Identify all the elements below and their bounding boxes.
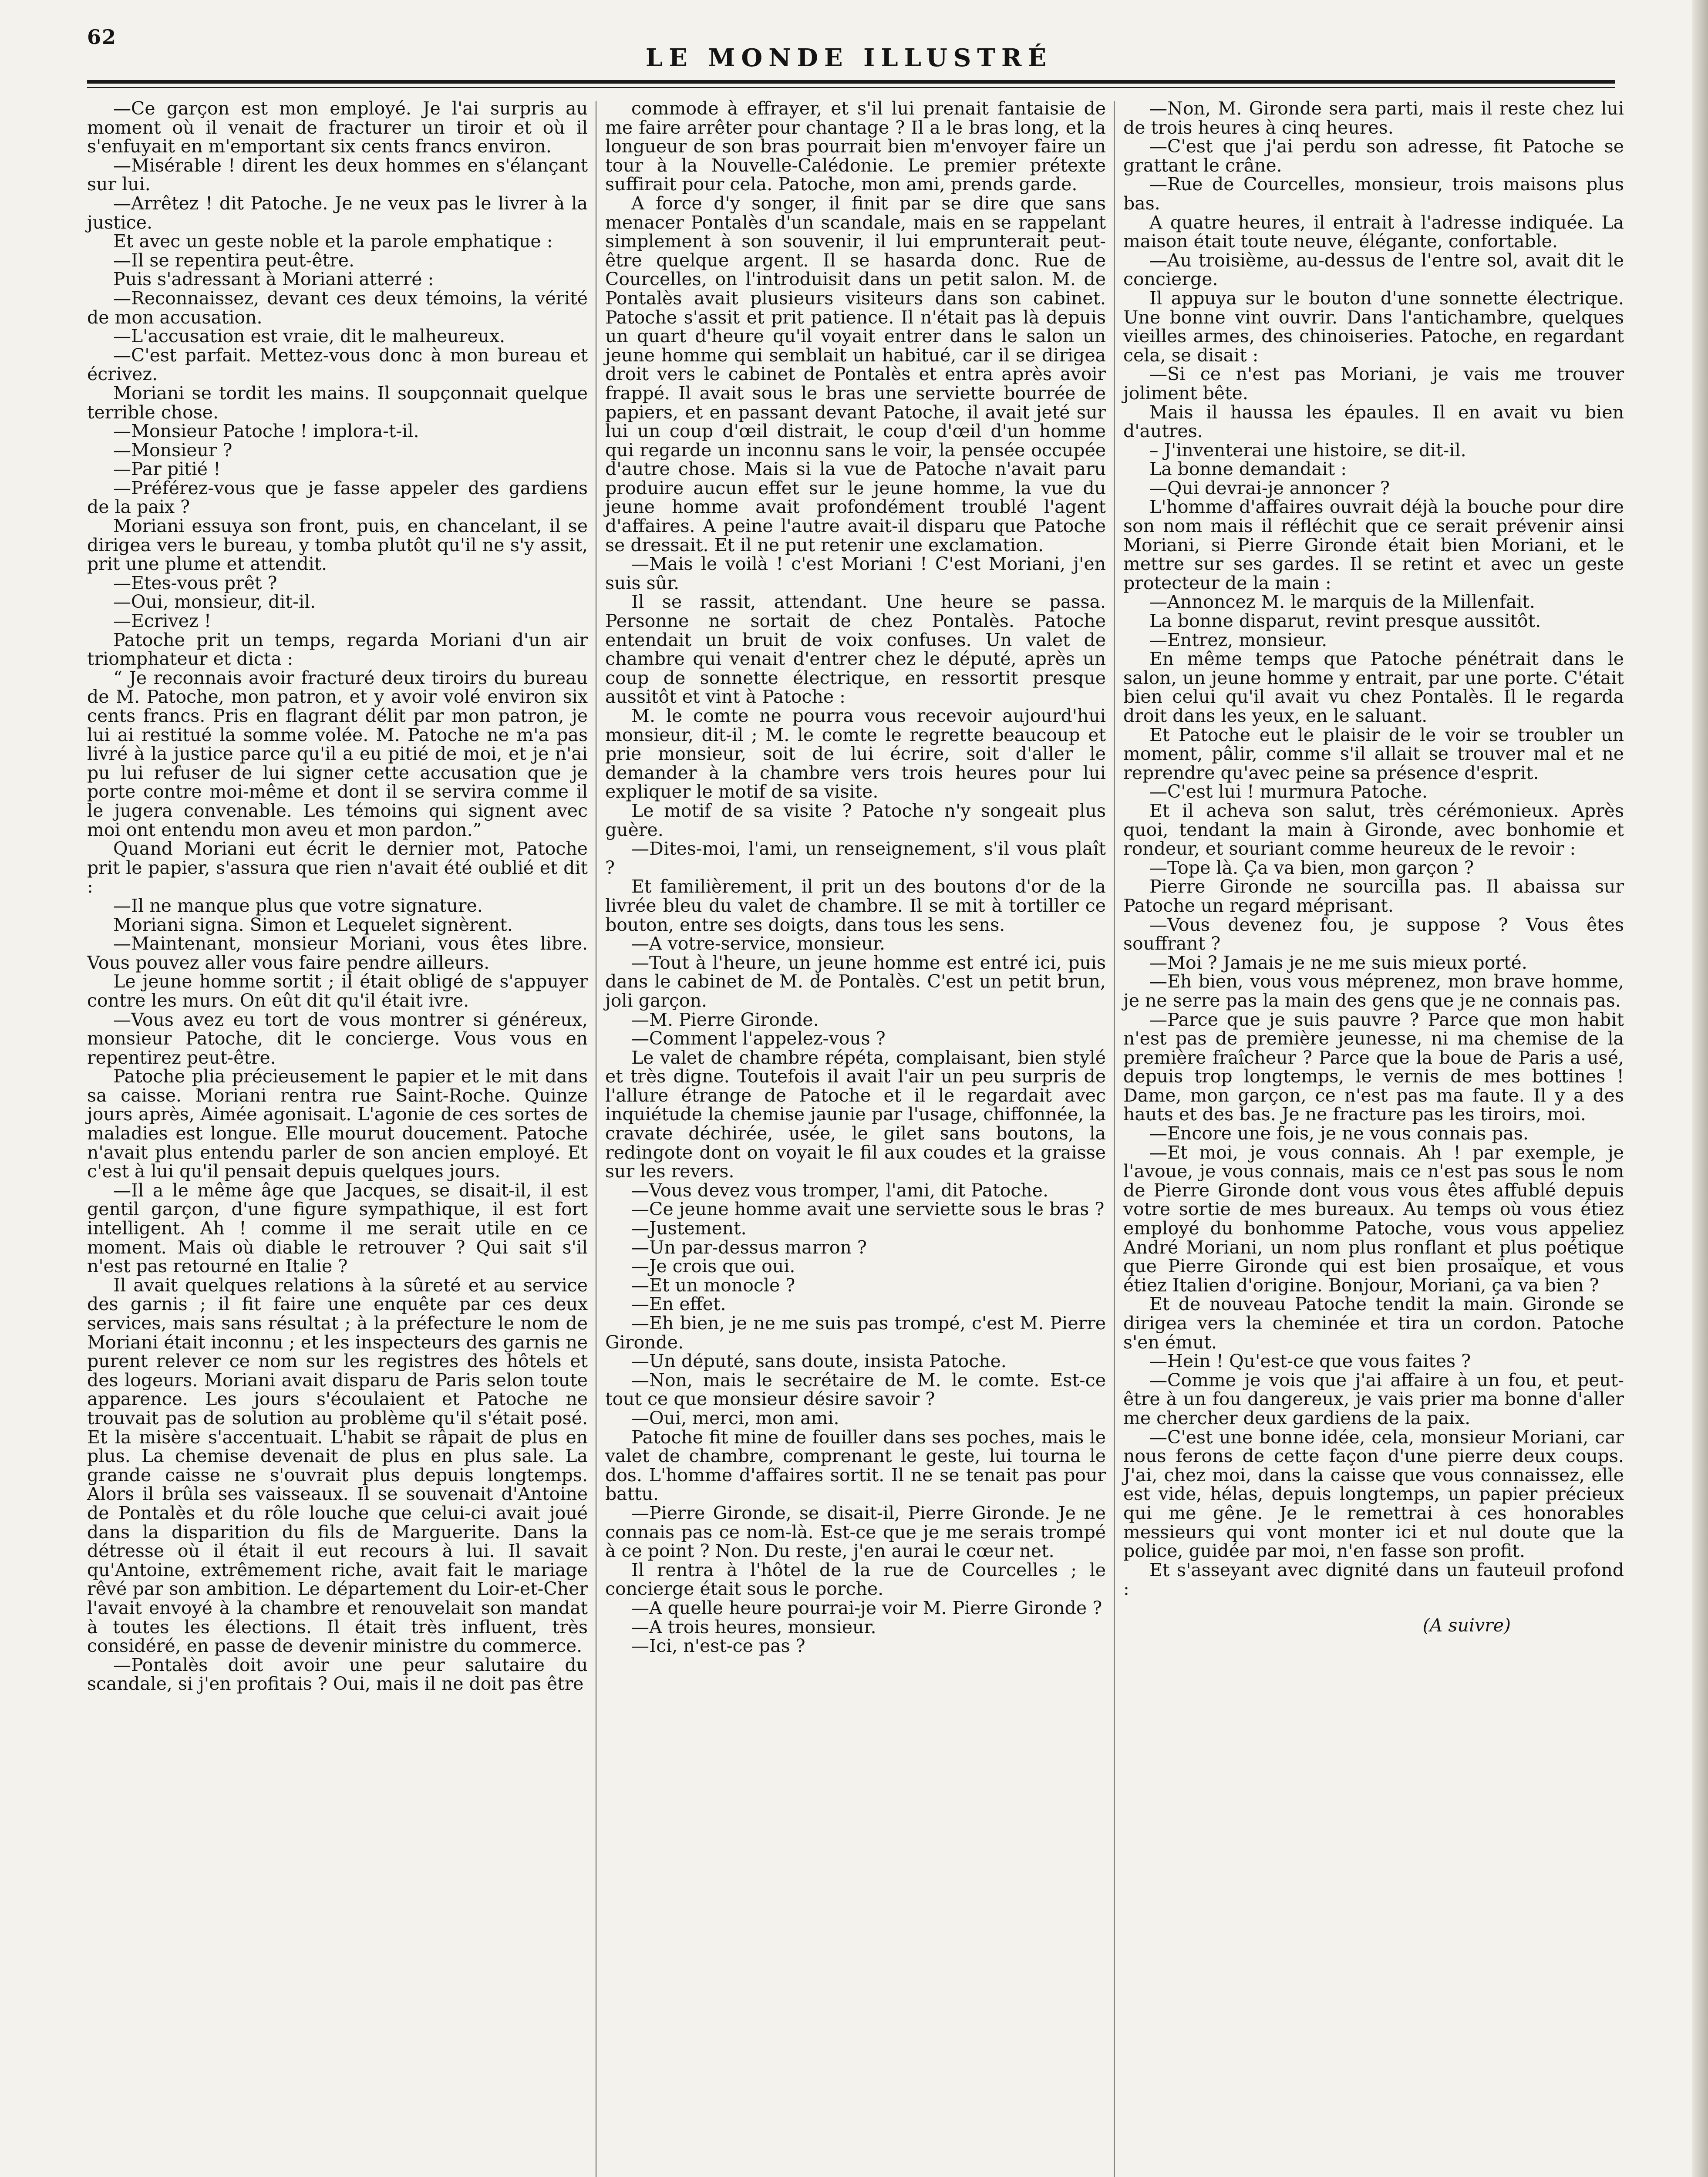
paragraph: —Par pitié !: [113, 458, 221, 480]
paragraph: —M. Pierre Gironde.: [631, 1009, 819, 1030]
paragraph: Et familièrement, il prit un des boutons d'or de la livrée bleu du valet de chambre. Il se mit à tortiller ce bouton, entre ses doigts, dans tous les sens.: [605, 876, 1106, 935]
paragraph: La bonne demandait :: [1149, 458, 1347, 480]
masthead-rule-thick: [87, 80, 1615, 84]
paragraph: Puis s'adressant à Moriani atterré :: [113, 269, 434, 290]
paragraph: A force d'y songer, il finit par se dire que sans menacer Pontalès d'un scandale, mais en se rappelant simplement à son souvenir, il lui emprunterait peut-être quelque argent. Il se hasarda donc. Rue de Courcelles, on l'introduisit dans un petit salon. M. de Pontalès avait plusieurs visiteurs dans son cabinet. Patoche s'assit et prit patience. Il n'était pas là depuis un quart d'heure qu'il voyait entrer dans le salon un jeune homme qui semblait un habitué, car il se dirigea droit vers le cabinet de Pontalès et entra après avoir frappé. Il avait sous le bras une serviette bourrée de papiers, et en passant devant Patoche, il avait jeté sur lui un coup d'œil distrait, le coup d'œil d'un homme qui regarde un inconnu sans le voir, la pensée occupée d'autre chose. Mais si la vue de Patoche n'avait paru produire aucun effet sur le jeune homme, la vue du jeune homme avait profondément troublé l'agent d'affaires. A peine l'autre avait-il disparu que Patoche se dressait. Et il ne put retenir une exclamation.: [605, 192, 1106, 556]
paragraph: M. le comte ne pourra vous recevoir aujourd'hui monsieur, dit-il ; M. le comte le regrette beaucoup et prie monsieur, soit de lui écrire, soit d'aller le demander à la chambre vers trois heures pour lui expliquer le motif de sa visite.: [605, 705, 1106, 802]
paragraph: —C'est une bonne idée, cela, monsieur Moriani, car nous ferons de cette façon d'une pierre deux coups. J'ai, chez moi, dans la caisse que vous connaissez, elle est vide, hélas, depuis longtemps, un papier précieux qui me gêne. Je le remettrai à ces honorables messieurs qui vont monter ici et nul doute que la police, guidée par moi, n'en fasse son profit.: [1123, 1426, 1624, 1562]
paragraph: —A quelle heure pourrai-je voir M. Pierre Gironde ?: [631, 1597, 1102, 1618]
paragraph: —Un par-dessus marron ?: [631, 1237, 867, 1258]
column-divider: [1114, 101, 1115, 2177]
paragraph: —A votre-service, monsieur.: [631, 933, 886, 954]
paragraph: —Hein ! Qu'est-ce que vous faites ?: [1149, 1351, 1471, 1372]
paragraph: —Il a le même âge que Jacques, se disait-il, il est gentil garçon, d'une figure sympathique, il est fort intelligent. Ah ! comme il me serait utile en ce moment. Mais où diable le retrouver ? Qui sait s'il n'est pas retourné en Italie ?: [87, 1179, 588, 1277]
paragraph: Et de nouveau Patoche tendit la main. Gironde se dirigea vers la cheminée et tira un cordon. Patoche s'en émut.: [1123, 1294, 1624, 1353]
paragraph: —Pontalès doit avoir une peur salutaire du scandale, si j'en profitais ? Oui, mais il ne doit pas être: [87, 1654, 588, 1695]
paragraph: Patoche fit mine de fouiller dans ses poches, mais le valet de chambre, comprenant le geste, lui tourna le dos. L'homme d'affaires sortit. Il ne se tenait pas pour battu.: [605, 1426, 1106, 1505]
paragraph: —A trois heures, monsieur.: [631, 1616, 876, 1638]
paragraph: —Oui, merci, mon ami.: [631, 1407, 839, 1429]
paragraph: —Ici, n'est-ce pas ?: [631, 1635, 805, 1657]
paragraph: commode à effrayer, et s'il lui prenait fantaisie de me faire arrêter pour chantage ? Il a le bras long, et la longueur de son bras pourrait bien m'envoyer faire un tour à la Nouvelle-Calédonie. Le premier prétexte suffirait pour cela. Patoche, mon ami, prends garde.: [605, 98, 1106, 195]
paragraph: —Encore une fois, je ne vous connais pas.: [1149, 1123, 1529, 1144]
paragraph: Quand Moriani eut écrit le dernier mot, Patoche prit le papier, s'assura que rien n'avait été oublié et dit :: [87, 838, 588, 897]
paragraph: —Un député, sans doute, insista Patoche.: [631, 1351, 1007, 1372]
paragraph: Patoche prit un temps, regarda Moriani d'un air triomphateur et dicta :: [87, 629, 588, 670]
paragraph: —C'est parfait. Mettez-vous donc à mon bureau et écrivez.: [87, 344, 588, 385]
paragraph: —Pierre Gironde, se disait-il, Pierre Gironde. Je ne connais pas ce nom-là. Est-ce que je me serais trompé à ce point ? Non. Du reste, j'en aurai le cœur net.: [605, 1502, 1106, 1562]
paragraph: L'homme d'affaires ouvrait déjà la bouche pour dire son nom mais il réfléchit que ce serait prévenir ainsi Moriani, si Pierre Gironde était bien Moriani, et le mettre sur ses gardes. Il se retint et avec un geste protecteur de la main :: [1123, 496, 1624, 593]
paragraph: —Comme je vois que j'ai affaire à un fou, et peut-être à un fou dangereux, je vais prier ma bonne d'aller me chercher deux gardiens de la paix.: [1123, 1369, 1624, 1429]
paragraph: —Ecrivez !: [113, 610, 212, 632]
paragraph: En même temps que Patoche pénétrait dans le salon, un jeune homme y entrait, par une porte. C'était bien celui qu'il avait vu chez Pontalès. Il le regarda droit dans les yeux, en le saluant.: [1123, 648, 1624, 726]
paragraph: —Misérable ! dirent les deux hommes en s'élançant sur lui.: [87, 155, 588, 195]
paragraph: —Qui devrai-je annoncer ?: [1149, 477, 1390, 499]
paragraph: Patoche plia précieusement le papier et le mit dans sa caisse. Moriani rentra rue Saint-Roche. Quinze jours après, Aimée agonisait. L'agonie de ces sortes de maladies est longue. Elle mourut doucement. Patoche n'avait plus entendu parler de son ancien employé. Et c'est à lui qu'il pensait depuis quelques jours.: [87, 1066, 588, 1182]
paragraph: —Maintenant, monsieur Moriani, vous êtes libre. Vous pouvez aller vous faire pendre ailleurs.: [87, 933, 588, 973]
paragraph: —Reconnaissez, devant ces deux témoins, la vérité de mon accusation.: [87, 287, 588, 328]
paragraph: —Annoncez M. le marquis de la Millenfait.: [1149, 591, 1535, 613]
paragraph: —Justement.: [631, 1218, 747, 1239]
paragraph: —Non, M. Gironde sera parti, mais il reste chez lui de trois heures à cinq heures.: [1123, 98, 1624, 138]
paragraph: Il appuya sur le bouton d'une sonnette électrique. Une bonne vint ouvrir. Dans l'antichambre, quelques vieilles armes, des chinoiseries. Patoche, en regardant cela, se disait :: [1123, 287, 1624, 366]
paragraph: —Tout à l'heure, un jeune homme est entré ici, puis dans le cabinet de M. de Pontalès. C'est un petit brun, joli garçon.: [605, 952, 1106, 1011]
paragraph: —Ce garçon est mon employé. Je l'ai surpris au moment où il venait de fracturer un tiroir et où il s'enfuyait en m'emportant six cents francs environ.: [87, 98, 588, 157]
paragraph: —Etes-vous prêt ?: [113, 572, 277, 593]
paragraph: La bonne disparut, revint presque aussitôt.: [1149, 610, 1541, 632]
paragraph: Et s'asseyant avec dignité dans un fauteuil profond :: [1123, 1559, 1624, 1600]
paragraph: —Je crois que oui.: [631, 1256, 795, 1277]
paragraph: —Monsieur ?: [113, 439, 232, 461]
paragraph: Et Patoche eut le plaisir de le voir se troubler un moment, pâlir, comme s'il allait se trouver mal et ne reprendre qu'avec peine sa présence d'esprit.: [1123, 724, 1624, 783]
paragraph: —Et un monocle ?: [631, 1274, 795, 1296]
paragraph: —Mais le voilà ! c'est Moriani ! C'est Moriani, j'en suis sûr.: [605, 553, 1106, 593]
paragraph: —Arrêtez ! dit Patoche. Je ne veux pas le livrer à la justice.: [87, 192, 588, 233]
paragraph: Et avec un geste noble et la parole emphatique :: [113, 231, 553, 252]
paragraph: Mais il haussa les épaules. Il en avait vu bien d'autres.: [1123, 401, 1624, 442]
paragraph: Moriani se tordit les mains. Il soupçonnait quelque terrible chose.: [87, 382, 588, 423]
paragraph: Moriani signa. Simon et Lequelet signèrent.: [113, 914, 513, 935]
paragraph: Moriani essuya son front, puis, en chancelant, il se dirigea vers le bureau, y tomba plutôt qu'il ne s'y assit, prit une plume et attendit.: [87, 516, 588, 575]
paragraph: —Non, mais le secrétaire de M. le comte. Est-ce tout ce que monsieur désire savoir ?: [605, 1369, 1106, 1410]
paragraph: Il se rassit, attendant. Une heure se passa. Personne ne sortait de chez Pontalès. Patoche entendait un bruit de voix confuses. Un valet de chambre qui venait d'entrer chez le député, après un coup de sonnette électrique, en ressortit presque aussitôt et vint à Patoche :: [605, 591, 1106, 708]
paragraph: —Eh bien, je ne me suis pas trompé, c'est M. Pierre Gironde.: [605, 1313, 1106, 1353]
masthead-title: LE MONDE ILLUSTRÉ: [645, 44, 1053, 72]
paragraph: —Oui, monsieur, dit-il.: [113, 591, 316, 613]
text-column-2: [605, 99, 1106, 1656]
paragraph: —Vous devez vous tromper, l'ami, dit Patoche.: [631, 1179, 1048, 1201]
paragraph: “ Je reconnais avoir fracturé deux tiroirs du bureau de M. Patoche, mon patron, et y avoir volé environ six cents francs. Pris en flagrant délit par mon patron, je lui ai restitué la somme volée. M. Patoche ne m'a pas livré à la justice parce qu'il a eu pitié de moi, et je n'ai pu lui refuser de lui signer cette accusation que je porte contre moi-même et dont il se servira comme il le jugera convenable. Les témoins qui signent avec moi ont entendu mon aveu et mon pardon.”: [87, 667, 588, 840]
paragraph: Le jeune homme sortit ; il était obligé de s'appuyer contre les murs. On eût dit qu'il était ivre.: [87, 971, 588, 1011]
paragraph: —Vous avez eu tort de vous montrer si généreux, monsieur Patoche, dit le concierge. Vous vous en repentirez peut-être.: [87, 1009, 588, 1068]
paragraph: —Il se repentira peut-être.: [113, 249, 355, 271]
paragraph: Le motif de sa visite ? Patoche n'y songeait plus guère.: [605, 800, 1106, 840]
paragraph: —Dites-moi, l'ami, un renseignement, s'il vous plaît ?: [605, 838, 1106, 878]
text-column-1: [87, 99, 588, 1694]
text-column-3: [1123, 99, 1624, 1635]
paragraph: —Parce que je suis pauvre ? Parce que mon habit n'est pas de première jeunesse, ni ma chemise de la première fraîcheur ? Parce que la boue de Paris a usé, depuis trop longtemps, le vernis de mes bottines ! Dame, mon garçon, ce n'est pas ma faute. Il y a des hauts et des bas. Je ne fracture pas les tiroirs, moi.: [1123, 1009, 1624, 1125]
paragraph: —Préférez-vous que je fasse appeler des gardiens de la paix ?: [87, 477, 588, 518]
page-edge: [1692, 0, 1708, 2177]
page-number: 62: [87, 25, 117, 49]
paragraph: Il avait quelques relations à la sûreté et au service des garnis ; il fit faire une enquête par ces deux services, mais sans résultat ; à la préfecture le nom de Moriani était inconnu ; et les inspecteurs des garnis ne purent relever ce nom sur les registres des hôtels et des logeurs. Moriani avait disparu de Paris selon toute apparence. Les jours s'écoulaient et Patoche ne trouvait pas de solution au problème qu'il s'était posé. Et la misère s'accentuait. L'habit se râpait de plus en plus. La chemise devenait de plus en plus sale. La grande caisse ne s'ouvrait plus depuis longtemps. Alors il brûla ses vaisseaux. Il se souvenait d'Antoine de Pontalès et du rôle louche que celui-ci avait joué dans la disparition du fils de Marguerite. Dans la détresse où il était il eut recours à lui. Il savait qu'Antoine, extrêmement riche, avait fait le mariage rêvé par son ambition. Le département du Loir-et-Cher l'avait envoyé à la chambre et renouvelait son mandat à toutes les élections. Il était très influent, très considéré, en passe de devenir ministre du commerce.: [87, 1274, 588, 1657]
paragraph: —Au troisième, au-dessus de l'entre sol, avait dit le concierge.: [1123, 249, 1624, 290]
paragraph: —Rue de Courcelles, monsieur, trois maisons plus bas.: [1123, 174, 1624, 214]
paragraph: —En effet.: [631, 1294, 726, 1315]
paragraph: —Moi ? Jamais je ne me suis mieux porté.: [1149, 952, 1527, 973]
paragraph: —Entrez, monsieur.: [1149, 629, 1327, 650]
paragraph: —Vous devenez fou, je suppose ? Vous êtes souffrant ?: [1123, 914, 1624, 954]
paragraph: —Eh bien, vous vous méprenez, mon brave homme, je ne serre pas la main des gens que je ne connais pas.: [1123, 971, 1624, 1011]
paragraph: – J'inventerai une histoire, se dit-il.: [1149, 439, 1466, 461]
paragraph: Et il acheva son salut, très cérémonieux. Après quoi, tendant la main à Gironde, avec bonhomie et rondeur, et souriant comme heureux de le revoir :: [1123, 800, 1624, 859]
paragraph: Pierre Gironde ne sourcilla pas. Il abaissa sur Patoche un regard méprisant.: [1123, 876, 1624, 916]
paragraph: Le valet de chambre répéta, complaisant, bien stylé et très digne. Toutefois il avait l'air un peu surpris de l'allure étrange de Patoche et il le regardait avec inquiétude la chemise jaunie par l'usage, chiffonnée, la cravate déchirée, usée, le gilet sans boutons, la redingote dont on voyait le fil aux coudes et la graisse sur les revers.: [605, 1047, 1106, 1182]
paragraph: —Et moi, je vous connais. Ah ! par exemple, je l'avoue, je vous connais, mais ce n'est pas sous le nom de Pierre Gironde dont vous vous êtes affublé depuis votre sortie de mes bureaux. Au temps où vous étiez employé du bonhomme Patoche, vous vous appeliez André Moriani, un nom plus ronflant et plus poétique que Pierre Gironde qui est bien prosaïque, et vous étiez Italien d'origine. Bonjour, Moriani, ça va bien ?: [1123, 1142, 1624, 1296]
paragraph: —Si ce n'est pas Moriani, je vais me trouver joliment bête.: [1123, 364, 1624, 404]
paragraph: —C'est lui ! murmura Patoche.: [1149, 781, 1428, 802]
paragraph: —Ce jeune homme avait une serviette sous le bras ?: [631, 1199, 1105, 1220]
continuation-note: (A suivre): [1422, 1614, 1511, 1636]
paragraph: A quatre heures, il entrait à l'adresse indiquée. La maison était toute neuve, élégante, confortable.: [1123, 212, 1624, 252]
paragraph: —Comment l'appelez-vous ?: [631, 1028, 886, 1049]
paragraph: —L'accusation est vraie, dit le malheureux.: [113, 326, 505, 347]
paragraph: Il rentra à l'hôtel de la rue de Courcelles ; le concierge était sous le porche.: [605, 1559, 1106, 1600]
masthead-rule-thin: [87, 87, 1615, 88]
paragraph: —Il ne manque plus que votre signature.: [113, 895, 483, 916]
paragraph: —Tope là. Ça va bien, mon garçon ?: [1149, 857, 1474, 878]
paragraph: —C'est que j'ai perdu son adresse, fit Patoche se grattant le crâne.: [1123, 136, 1624, 176]
paragraph: —Monsieur Patoche ! implora-t-il.: [113, 421, 419, 442]
